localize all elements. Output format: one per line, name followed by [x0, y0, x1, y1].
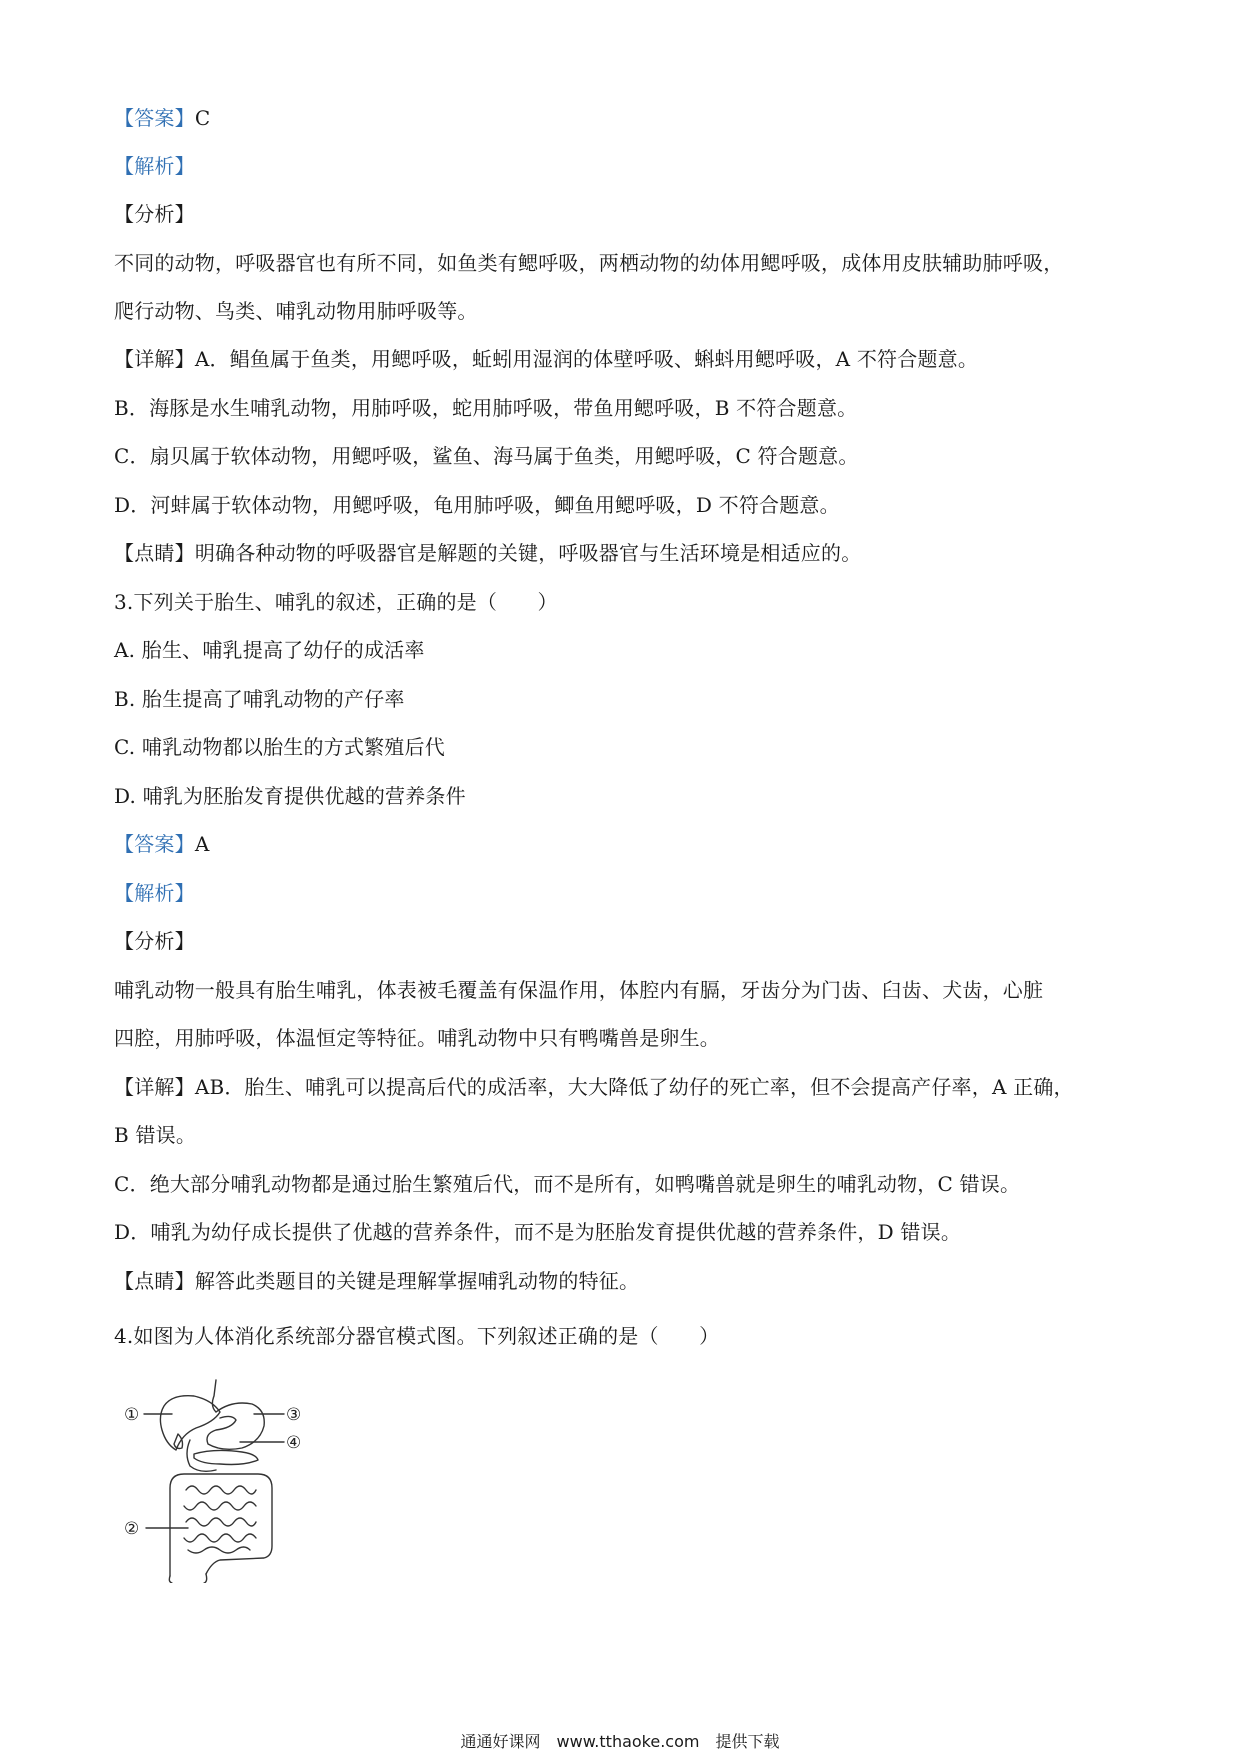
answer-tag: 【答案】	[114, 832, 195, 856]
q3-fenxi-text-2: 四腔，用肺呼吸，体温恒定等特征。哺乳动物中只有鸭嘴兽是卵生。	[114, 1026, 720, 1050]
q3-fenxi-text-1: 哺乳动物一般具有胎生哺乳，体表被毛覆盖有保温作用，体腔内有膈，牙齿分为门齿、臼齿、犬齿，心脏	[114, 978, 1044, 1002]
q2-detail-c: C．扇贝属于软体动物，用鳃呼吸，鲨鱼、海马属于鱼类，用鳃呼吸，C 符合题意。	[114, 444, 859, 468]
q3-fenxi-tag-line	[114, 927, 195, 955]
q3-detail-ab-cont: B 错误。	[114, 1123, 197, 1147]
small-intestine-coil	[184, 1502, 256, 1510]
answer-tag: 【答案】	[114, 106, 195, 130]
analysis-tag: 【解析】	[114, 881, 195, 905]
detail-tag: 【详解】	[114, 1075, 195, 1099]
digestive-system-figure	[124, 1378, 314, 1583]
q3-stem: 3.下列关于胎生、哺乳的叙述，正确的是（ ）	[114, 590, 558, 614]
detail-a-text: A．鲳鱼属于鱼类，用鳃呼吸，蚯蚓用湿润的体壁呼吸、蝌蚪用鳃呼吸，A 不符合题意。	[194, 347, 979, 371]
small-intestine-coil	[184, 1534, 256, 1542]
figure-label-3: ③	[286, 1405, 302, 1425]
small-intestine-coil	[188, 1547, 250, 1553]
q3-detail-ab-line	[114, 1073, 1074, 1101]
figure-label-1: ①	[124, 1405, 140, 1425]
fenxi-tag: 【分析】	[114, 202, 195, 226]
page-footer: 通通好课网 www.tthaoke.com 提供下载	[460, 1732, 780, 1751]
analysis-tag: 【解析】	[114, 154, 195, 178]
q2-dianjing-line	[114, 539, 861, 567]
q3-option-b: B. 胎生提高了哺乳动物的产仔率	[114, 687, 405, 711]
q2-fenxi-text-2: 爬行动物、鸟类、哺乳动物用肺呼吸等。	[114, 299, 478, 323]
small-intestine-coil	[186, 1486, 256, 1494]
dianjing-text: 解答此类题目的关键是理解掌握哺乳动物的特征。	[194, 1269, 640, 1293]
q3-detail-c: C．绝大部分哺乳动物都是通过胎生繁殖后代，而不是所有，如鸭嘴兽就是卵生的哺乳动物，C 错误。	[114, 1172, 1021, 1196]
answer-value: C	[194, 106, 211, 130]
figure-label-2: ②	[124, 1519, 140, 1539]
q3-option-d: D. 哺乳为胚胎发育提供优越的营养条件	[114, 784, 466, 808]
q2-analysis-line	[114, 152, 195, 180]
small-intestine-coil	[186, 1518, 256, 1526]
liver-shape	[160, 1396, 220, 1450]
q2-detail-d: D．河蚌属于软体动物，用鳃呼吸，龟用肺呼吸，鲫鱼用鳃呼吸，D 不符合题意。	[114, 493, 840, 517]
rectum-shape	[169, 1576, 172, 1583]
q2-fenxi-text-1: 不同的动物，呼吸器官也有所不同，如鱼类有鳃呼吸，两栖动物的幼体用鳃呼吸，成体用皮肤辅助肺呼吸，	[114, 251, 1064, 275]
dianjing-tag: 【点睛】	[114, 1269, 195, 1293]
q3-option-c: C. 哺乳动物都以胎生的方式繁殖后代	[114, 735, 445, 759]
anus-shape	[204, 1574, 207, 1583]
q2-detail-b: B．海豚是水生哺乳动物，用肺呼吸，蛇用肺呼吸，带鱼用鳃呼吸，B 不符合题意。	[114, 396, 858, 420]
q2-detail-a-line	[114, 345, 978, 373]
q4-stem: 4.如图为人体消化系统部分器官模式图。下列叙述正确的是（ ）	[114, 1324, 720, 1348]
figure-label-4: ④	[286, 1433, 302, 1453]
q3-detail-d: D．哺乳为幼仔成长提供了优越的营养条件，而不是为胚胎发育提供优越的营养条件，D 错误。	[114, 1220, 962, 1244]
pancreas-shape	[194, 1450, 258, 1464]
q3-answer-line	[114, 830, 209, 858]
q2-fenxi-tag-line	[114, 200, 195, 228]
detail-ab-text: AB．胎生、哺乳可以提高后代的成活率，大大降低了幼仔的死亡率，但不会提高产仔率，A 正确，	[194, 1075, 1074, 1099]
duodenum-shape	[187, 1440, 216, 1471]
q3-analysis-line	[114, 879, 195, 907]
q2-answer-line	[114, 104, 210, 132]
fenxi-tag: 【分析】	[114, 929, 195, 953]
q3-dianjing-line	[114, 1267, 639, 1295]
answer-value: A	[194, 832, 210, 856]
q3-option-a: A. 胎生、哺乳提高了幼仔的成活率	[114, 638, 425, 662]
dianjing-text: 明确各种动物的呼吸器官是解题的关键，呼吸器官与生活环境是相适应的。	[194, 541, 862, 565]
dianjing-tag: 【点睛】	[114, 541, 195, 565]
detail-tag: 【详解】	[114, 347, 195, 371]
